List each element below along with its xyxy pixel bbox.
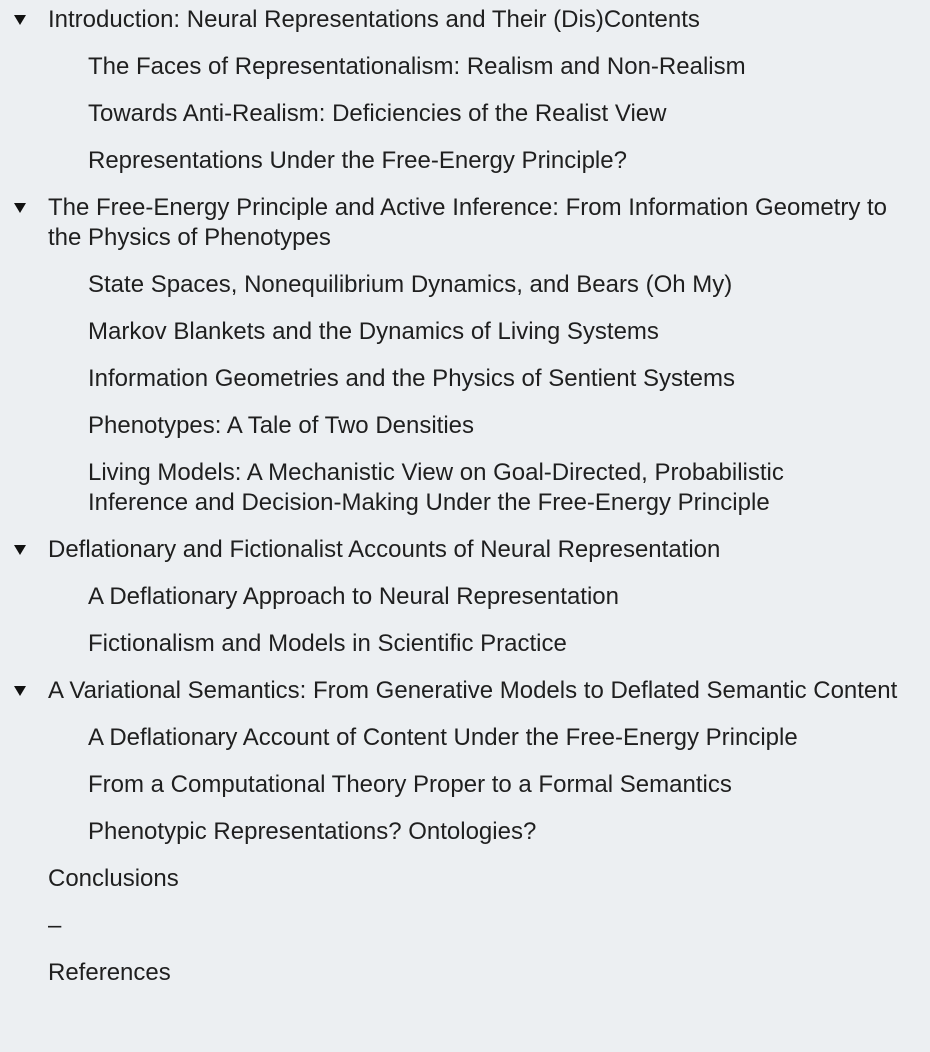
toc-link[interactable]: A Deflationary Approach to Neural Representation — [88, 583, 619, 610]
toc-link[interactable]: Representations Under the Free-Energy Principle? — [88, 147, 627, 174]
toc-link[interactable]: A Deflationary Account of Content Under the Free-Energy Principle — [88, 724, 798, 751]
toc-subsection-item — [0, 817, 930, 847]
toc-link[interactable]: Phenotypic Representations? Ontologies? — [88, 818, 537, 845]
toc-link[interactable]: Phenotypes: A Tale of Two Densities — [88, 412, 475, 439]
toc-subsection-item — [0, 99, 930, 129]
toc-section — [0, 535, 930, 676]
toc-link[interactable]: The Faces of Representationalism: Realism and Non-Realism — [88, 53, 746, 80]
toc-references-item — [0, 958, 930, 988]
collapse-triangle-icon[interactable] — [12, 5, 28, 35]
toc-subsection-item — [0, 458, 930, 518]
toc-subsection-item — [0, 270, 930, 300]
toc-subsection-item — [0, 146, 930, 176]
toc-section — [0, 5, 930, 193]
collapse-triangle-icon[interactable] — [12, 193, 28, 223]
toc-section-heading — [0, 193, 930, 253]
toc-subsection-item — [0, 629, 930, 659]
toc-link[interactable]: References — [48, 959, 171, 986]
toc-link[interactable]: Markov Blankets and the Dynamics of Living Systems — [88, 318, 659, 345]
toc-link[interactable]: Living Models: A Mechanistic View on Goal-Directed, Probabilistic Inference and Decision-Making Under the Free-Energy Principle — [88, 459, 784, 516]
toc-section-heading — [0, 535, 930, 565]
toc-subsection-item — [0, 770, 930, 800]
toc-subsection-item — [0, 582, 930, 612]
toc-conclusions-item — [0, 864, 930, 894]
toc-section-heading — [0, 676, 930, 706]
toc-link[interactable]: State Spaces, Nonequilibrium Dynamics, and Bears (Oh My) — [88, 271, 733, 298]
toc-link[interactable]: Towards Anti-Realism: Deficiencies of the Realist View — [88, 100, 667, 127]
collapse-triangle-icon[interactable] — [12, 535, 28, 565]
toc-separator: – — [48, 912, 62, 939]
toc-link[interactable]: Introduction: Neural Representations and Their (Dis)Contents — [48, 6, 700, 33]
toc-section — [0, 676, 930, 864]
collapse-triangle-icon[interactable] — [12, 676, 28, 706]
toc-link[interactable]: Information Geometries and the Physics of Sentient Systems — [88, 365, 735, 392]
toc-section — [0, 193, 930, 535]
toc-subsection-item — [0, 317, 930, 347]
toc-subsection-item — [0, 364, 930, 394]
toc-link[interactable]: Deflationary and Fictionalist Accounts of Neural Representation — [48, 536, 721, 563]
toc-subsection-item — [0, 411, 930, 441]
toc-link[interactable]: The Free-Energy Principle and Active Inference: From Information Geometry to the Physics of Phenotypes — [48, 194, 888, 251]
toc-link[interactable]: Fictionalism and Models in Scientific Practice — [88, 630, 567, 657]
toc-link[interactable]: Conclusions — [48, 865, 179, 892]
toc-link[interactable]: A Variational Semantics: From Generative Models to Deflated Semantic Content — [48, 677, 898, 704]
toc-link[interactable]: From a Computational Theory Proper to a Formal Semantics — [88, 771, 732, 798]
toc-section-heading — [0, 5, 930, 35]
toc-subsection-item — [0, 723, 930, 753]
toc-subsection-item — [0, 52, 930, 82]
